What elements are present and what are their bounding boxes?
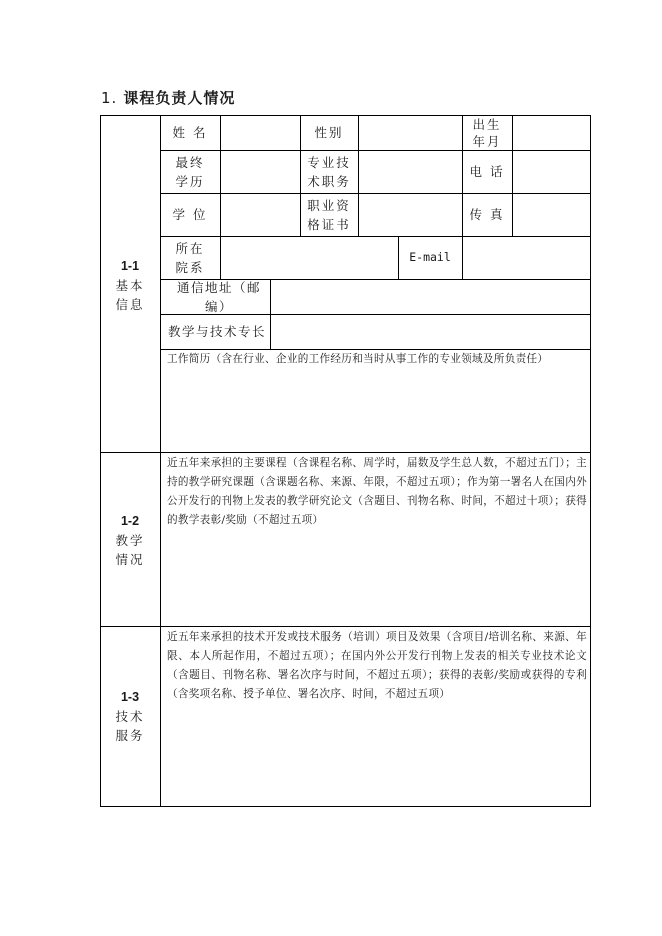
email-label: E-mail (409, 250, 451, 264)
professional-title-field[interactable] (359, 151, 462, 193)
section-code: 1-3 (120, 690, 140, 704)
phone-label: 电 话 (469, 164, 505, 179)
section-label-line2: 服务 (115, 728, 145, 743)
section-number: 1. (101, 89, 118, 107)
department-field[interactable] (221, 237, 398, 279)
professional-title-line1: 专业技 (307, 154, 351, 170)
teaching-field[interactable] (161, 530, 590, 626)
certificate-label-line2: 格证书 (307, 216, 351, 232)
birth-label-line1: 出生 (472, 116, 502, 132)
table-border-right (590, 115, 591, 807)
section-label-line1: 技术 (115, 709, 145, 724)
section-1-1-label (100, 257, 160, 314)
education-field[interactable] (221, 151, 300, 193)
section-heading: 课程负责人情况 (123, 89, 236, 107)
tech-service-field[interactable] (161, 705, 590, 806)
fax-field[interactable] (513, 194, 590, 236)
address-field[interactable] (271, 280, 590, 314)
department-label (160, 236, 220, 279)
department-label-line1: 所在 (175, 240, 205, 256)
section-title (101, 87, 235, 108)
work-history-label: 工作简历（含在行业、企业的工作经历和当时从事工作的专业领域及所负责任） (167, 353, 549, 365)
fax-label: 传 真 (469, 207, 505, 222)
work-history-field[interactable] (161, 370, 590, 452)
email-field[interactable] (463, 237, 590, 279)
table-border-bottom (100, 806, 591, 807)
section-code: 1-1 (120, 259, 140, 273)
department-label-line2: 院系 (175, 259, 205, 275)
professional-title-line2: 术职务 (307, 173, 351, 189)
expertise-field[interactable] (271, 315, 590, 349)
degree-field[interactable] (221, 194, 300, 236)
name-field[interactable] (221, 116, 300, 150)
expertise-label: 教学与技术专长 (168, 324, 267, 339)
birth-label (462, 115, 512, 150)
section-label-line1: 基本 (115, 278, 145, 293)
section-label-line1: 教学 (115, 533, 145, 548)
phone-field[interactable] (513, 151, 590, 193)
professional-title-label (300, 150, 358, 193)
degree-label: 学 位 (172, 207, 208, 222)
education-label-line2: 学历 (175, 173, 205, 189)
section-code: 1-2 (120, 514, 140, 528)
gender-field[interactable] (359, 116, 462, 150)
address-label: 通信地址（邮编） (176, 279, 261, 314)
birth-label-line2: 年月 (472, 133, 502, 149)
section-label-line2: 情况 (115, 552, 145, 567)
education-label (160, 150, 220, 193)
birth-field[interactable] (513, 116, 590, 150)
certificate-label-line1: 职业资 (307, 197, 351, 213)
section-label-line2: 信息 (115, 297, 145, 312)
teaching-description: 近五年来承担的主要课程（含课程名称、周学时，届数及学生总人数，不超过五门）；主持的教学研究课题（含课题名称、来源、年限，不超过五项）；作为第一署名人在国内外公开发行的刊物上发表的教学研究论文（含题目、刊物名称、时间，不超过十项）；获得的教学表彰/奖励（不超过五项） (167, 457, 587, 526)
certificate-field[interactable] (359, 194, 462, 236)
tech-service-description: 近五年来承担的技术开发或技术服务（培训）项目及效果（含项目/培训名称、来源、年限、本人所起作用，不超过五项）；在国内外公开发行刊物上发表的相关专业技术论文（含题目、刊物名称、署名次序与时间，不超过五项）；获得的表彰/奖励或获得的专利（含奖项名称、授予单位、署名次序、时间，不超过五项） (167, 631, 587, 700)
name-label: 姓 名 (172, 125, 208, 140)
certificate-label (300, 193, 358, 236)
gender-label: 性别 (314, 125, 344, 140)
section-1-3-label (100, 688, 160, 745)
section-1-2-label (100, 512, 160, 569)
education-label-line1: 最终 (175, 154, 205, 170)
